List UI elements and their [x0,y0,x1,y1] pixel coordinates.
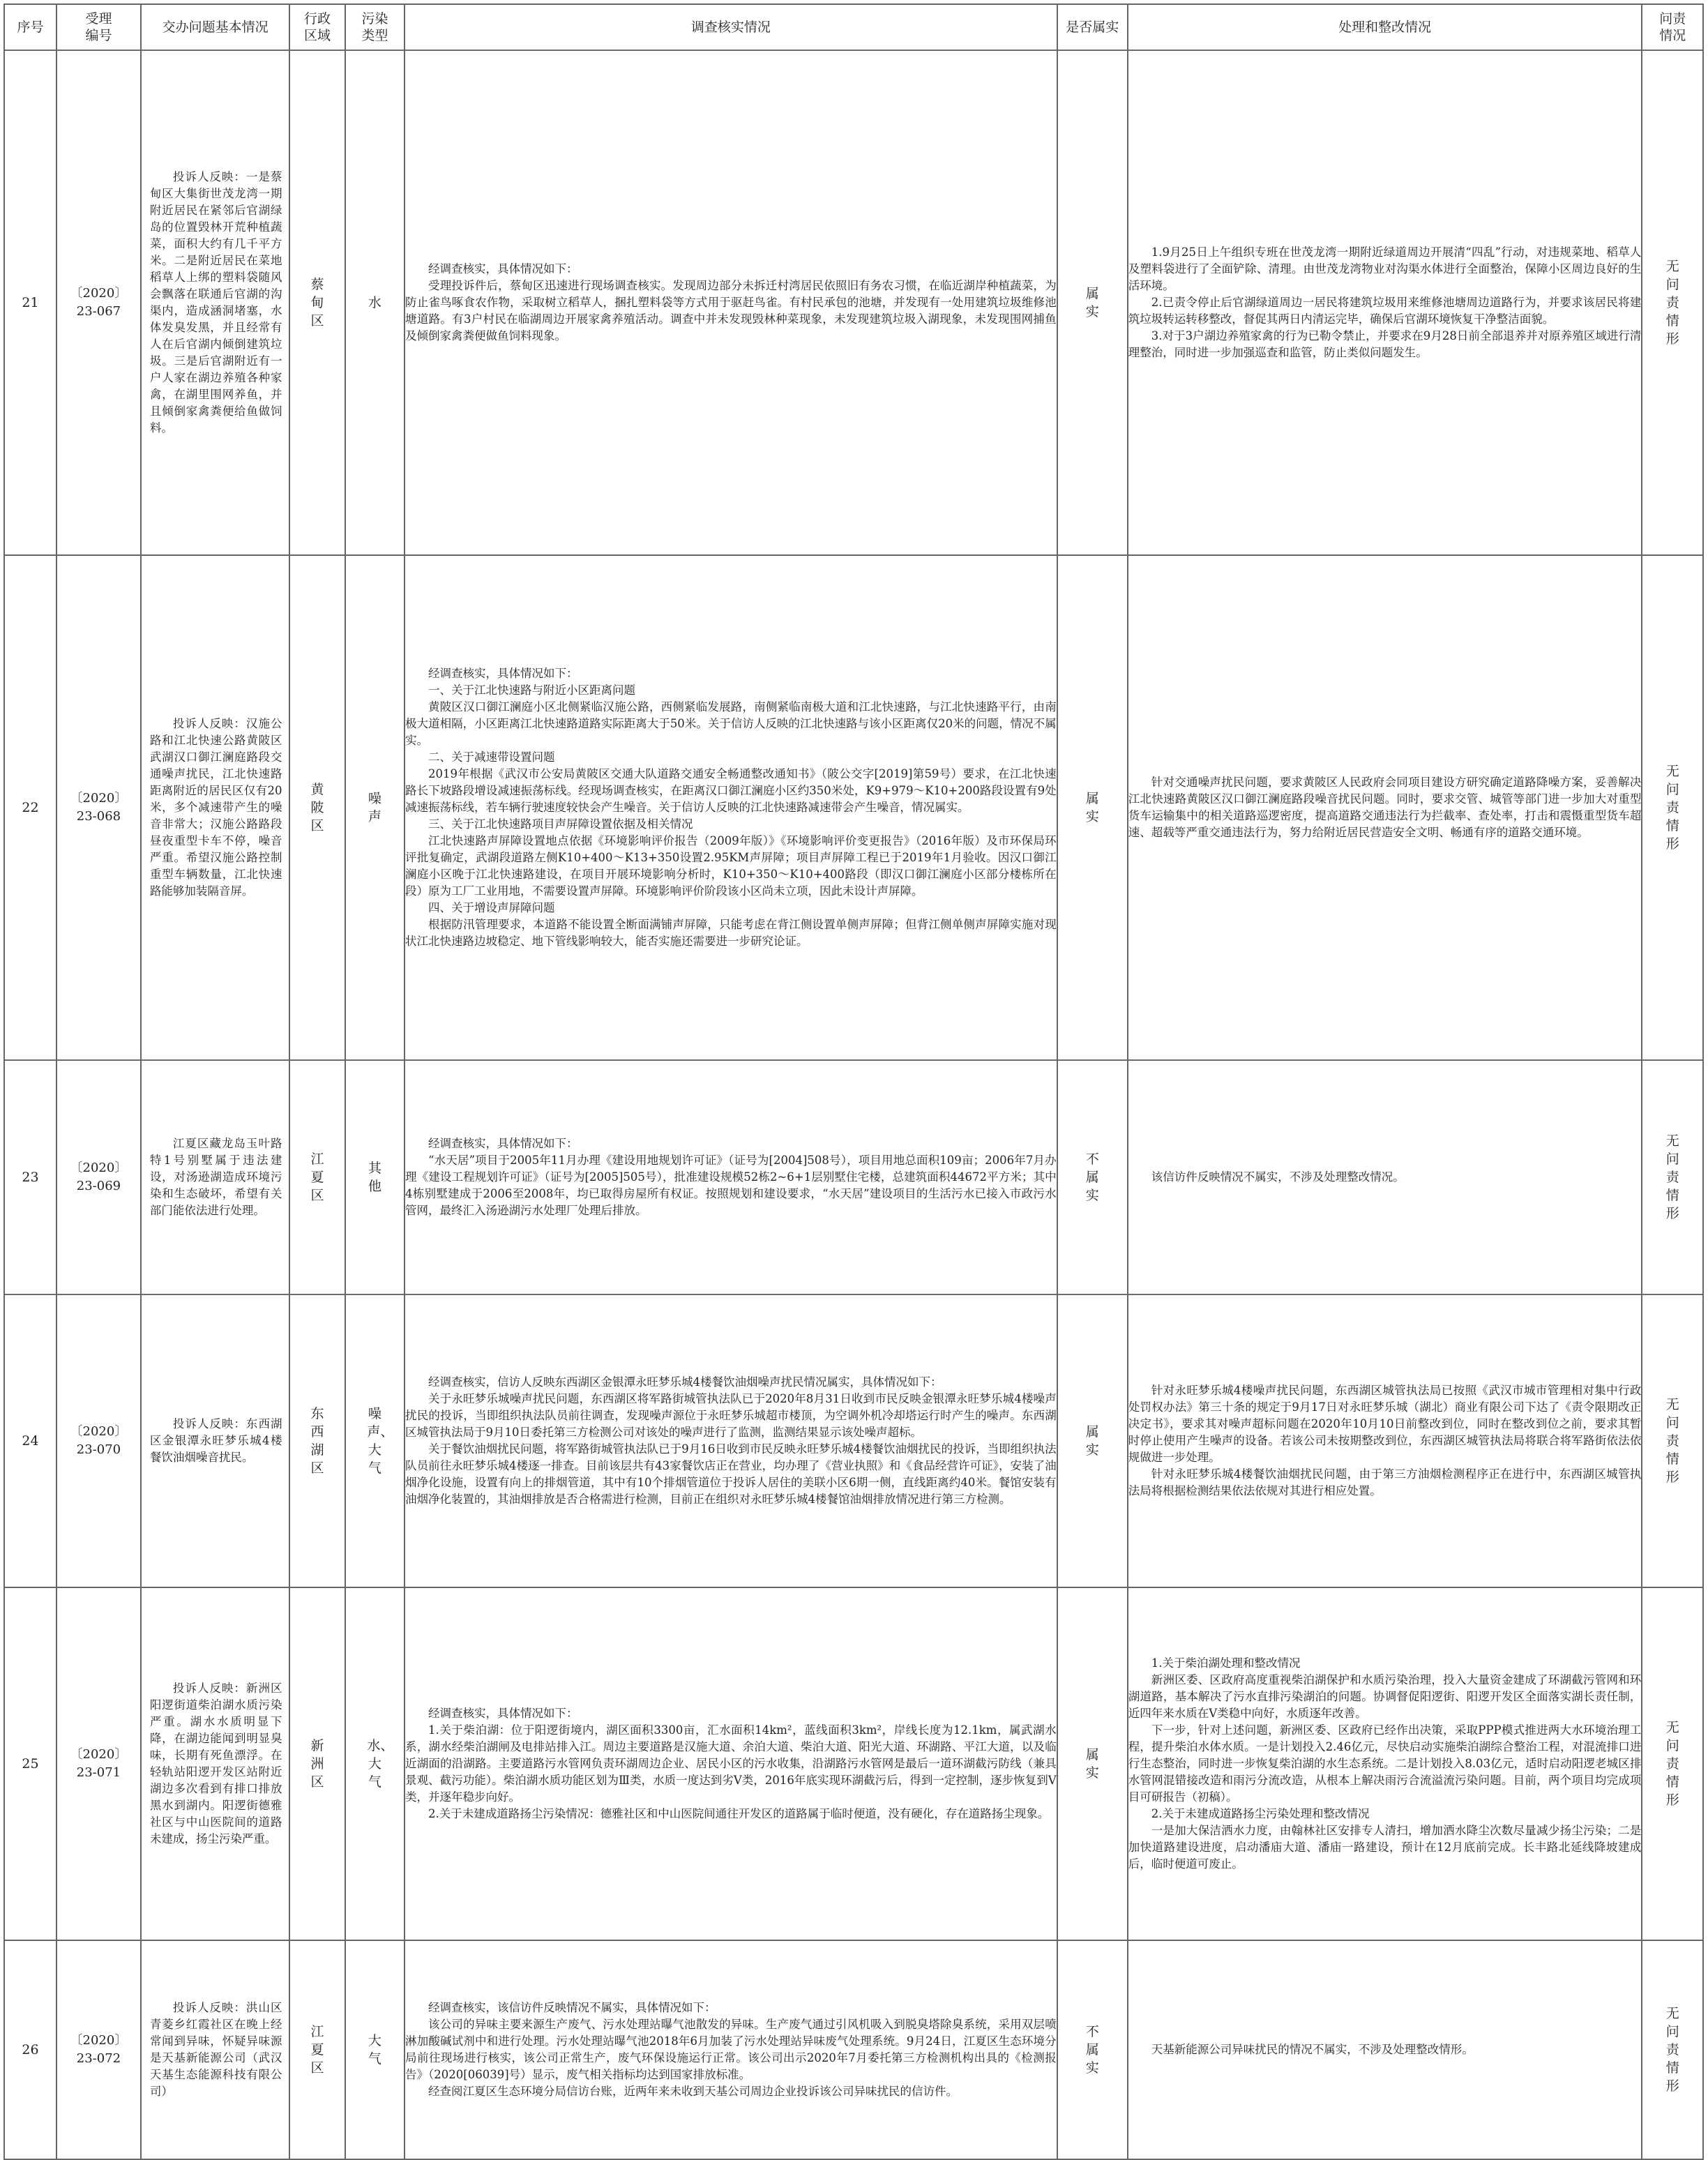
paragraph: 1.9月25日上午组织专班在世茂龙湾一期附近绿道周边开展清“四乱”行动，对违规菜地、稻草人及塑料袋进行了全面铲除、清理。由世茂龙湾物业对沟渠水体进行全面整治，保障小区周边良好的生活环境。 [1128,246,1642,292]
investigation-cell [405,1294,1057,1587]
problem-cell [141,1294,290,1587]
district-cell [289,555,345,1060]
investigation-cell [405,1060,1057,1294]
paragraph: 经调查核实，具体情况如下： [428,262,578,275]
seq-cell: 23 [4,1060,56,1294]
handling-cell [1128,1060,1642,1294]
paragraph: 针对交通噪声扰民问题，要求黄陂区人民政府会同项目建设方研究确定道路降噪方案，妥善解决江北快速路黄陂区汉口御江澜庭路段噪音扰民问题。同时，要求交管、城管等部门进一步加大对重型货车运输集中的相关道路巡逻密度，提高道路交通违法行为拦截率、查处率，打击和震慑重型货车超速、超载等严重交通违法行为，努力给附近居民营造安全文明、畅通有序的道路交通环境。 [1128,776,1642,839]
vertical-text: 无问责情形 [1665,1133,1679,1221]
paragraph: 天基新能源公司异味扰民的情况不属实，不涉及处理整改情形。 [1151,2043,1474,2056]
vertical-text: 水、大气 [367,1737,394,1790]
header-verified: 是否属实 [1057,4,1128,50]
vertical-text: 大气 [368,2032,381,2067]
seq-cell: 26 [4,1940,56,2159]
vertical-text: 属实 [1085,285,1099,319]
paragraph: 经调查核实，信访人反映东西湖区金银潭永旺梦乐城4楼餐饮油烟噪声扰民情况属实，具体情况如下： [428,1375,942,1389]
vertical-text: 无问责情形 [1665,258,1679,347]
verified-cell [1057,555,1128,1060]
paragraph: 关于餐饮油烟扰民问题，将军路街城管执法队已于9月16日收到市民反映永旺梦乐城4楼餐饮油烟扰民的投诉，当即组织执法队员前往永旺梦乐城4楼逐一排查。目前该层共有43家餐饮店正在营业，均办理了《营业执照》和《食品经营许可证》，安装了油烟净化设施，设置有向上的排烟管道，其中有10个排烟管道位于投诉人居住的美联小区6期一侧，直线距离约40米。餐馆安装有油烟净化装置的，其油烟排放是否合格需进行检测，目前正在组织对永旺梦乐城4楼餐馆油烟排放情况进行第三方检测。 [405,1442,1057,1506]
paragraph: 关于永旺梦乐城噪声扰民问题，东西湖区将军路街城管执法队已于2020年8月31日收到市民反映金银潭永旺梦乐城4楼噪声扰民的投诉，当即组织执法队员前往调查，发现噪声源位于永旺梦乐城超市楼顶，为空调外机冷却塔运行时产生的噪声。东西湖区城管执法局于9月10日委托第三方检测公司对该处的噪声进行了监测，监测结果显示该处噪声超标。 [405,1392,1057,1439]
paragraph: 1.关于柴泊湖：位于阳逻街境内，湖区面积3300亩，汇水面积14km²，蓝线面积3km²，岸线长度为12.1km，属武湖水系，湖水经柴泊湖闸及电排站排入江。周边主要道路是汉施大道、余泊大道、柴泊大道、阳光大道、环湖路、平江大道，以及临近湖面的沿湖路。主要道路污水管网负责环湖周边企业、居民小区的污水收集，沿湖路污水管网是最后一道环湖截污防线（兼具景观、截污功能）。柴泊湖水质功能区划为Ⅲ类，水质一度达到劣Ⅴ类，2016年底实现环湖截污后，得到一定控制，逐步恢复到Ⅴ类，并逐年稳步向好。 [405,1723,1057,1804]
seq-cell: 21 [4,50,56,555]
investigation-cell [405,1940,1057,2159]
acc-no-cell: 〔2020〕 23-071 [56,1587,141,1940]
seq-cell: 22 [4,555,56,1060]
vertical-text: 其他 [368,1160,381,1194]
header-accountability: 问责 情况 [1642,4,1703,50]
accountability-cell [1642,1587,1703,1940]
paragraph: 2019年根据《武汉市公安局黄陂区交通大队道路交通安全畅通整改通知书》（陂公交字[2019]第59号）要求，在江北快速路长下坡路段增设减速振荡标线。经现场调查核实，在距离汉口御江澜庭小区约350米处，K9+979～K10+200路段设置有9处减速振荡标线，若车辆行驶速度较快会产生噪音。关于信访人反映的江北快速路减速带会产生噪音，情况属实。 [405,767,1057,814]
vertical-text: 水 [368,294,381,310]
paragraph: 2.已责令停止后官湖绿道周边一居民将建筑垃圾用来维修池塘周边道路行为，并要求该居民将建筑垃圾转运转移整改，督促其两日内清运完毕，确保后官湖环境恢复干净整洁面貌。 [1128,296,1642,326]
acc-no-cell: 〔2020〕 23-067 [56,50,141,555]
paragraph: 投诉人反映：汉施公路和江北快速公路黄陂区武湖汉口御江澜庭路段交通噪声扰民，江北快速路距离附近的居民区仅有20米，多个减速带产生的噪音非常大；汉施公路路段昼夜重型卡车不停，噪音严重。希望汉施公路控制重型车辆数量，江北快速路能够加装隔音屏。 [149,717,282,898]
header-problem: 交办问题基本情况 [141,4,290,50]
vertical-text: 无问责情形 [1665,1719,1679,1808]
accountability-cell [1642,1940,1703,2159]
paragraph: 投诉人反映：洪山区青菱乡红霞社区在晚上经常闻到异味，怀疑异味源是天基新能源公司（武汉天基生态能源科技有限公司） [149,2001,282,2098]
table-body [4,50,1703,2159]
acc-no-cell: 〔2020〕 23-068 [56,555,141,1060]
pollution-cell [345,1060,405,1294]
paragraph: 1.关于柴泊湖处理和整改情况 [1151,1656,1301,1670]
document-page [3,3,1704,2111]
paragraph: 投诉人反映：一是蔡甸区大集街世茂龙湾一期附近居民在紧邻后官湖绿岛的位置毁林开荒种植蔬菜，面积大约有几千平方米。二是附近居民在菜地稻草人上绑的塑料袋随风会飘落在联通后官湖的沟渠内，造成涵洞堵塞，水体发臭发黑，并且经常有人在后官湖内倾倒建筑垃圾。三是后官湖附近有一户人家在湖边养殖各种家禽，在湖里围网养鱼，并且倾倒家禽粪便给鱼做饲料。 [149,170,282,435]
seq-cell: 24 [4,1294,56,1587]
handling-cell [1128,1587,1642,1940]
paragraph: 投诉人反映：新洲区阳逻街道柴泊湖水质污染严重。湖水水质明显下降，在湖边能闻到明显臭味，长期有死鱼漂浮。在轻轨站阳逻开发区站附近湖边多次看到有排口排放黑水到湖内。阳逻街德雅社区与中山医院间的道路未建成，扬尘污染严重。 [149,1682,282,1845]
paragraph: 经调查核实，具体情况如下： [428,1137,578,1150]
problem-cell [141,50,290,555]
verified-cell [1057,50,1128,555]
vertical-text: 属实 [1085,790,1099,824]
paragraph: “水天居”项目于2005年11月办理《建设用地规划许可证》（证号为[2004]508号），项目用地总面积109亩；2006年7月办理《建设工程规划许可证》（证号为[2005]505号），批准建设规模52栋2~6+1层别墅住宅楼，总建筑面积44672平方米；其中4栋别墅建成于2006至2008年，均已取得房屋所有权证。按照规划和建设要求，“水天居”建设项目的生活污水已接入市政污水管网，最终汇入汤逊湖污水处理厂处理后排放。 [405,1154,1057,1217]
complaint-table [3,3,1704,2160]
paragraph: 投诉人反映：东西湖区金银潭永旺梦乐城4楼餐饮油烟噪音扰民。 [149,1417,282,1464]
table-row [4,555,1703,1060]
problem-cell [141,1940,290,2159]
header-district: 行政 区域 [289,4,345,50]
paragraph: 针对永旺梦乐城4楼噪声扰民问题，东西湖区城管执法局已按照《武汉市城市管理相对集中行政处罚权办法》第三十条的规定于9月17日对永旺梦乐城（湖北）商业有限公司下达了《责令限期改正决定书》，要求其对噪声超标问题在2020年10月10日前整改到位，同时在整改到位之前，要求其暂时停止使用产生噪声的设备。若该公司未按期整改到位，东西湖区城管执法局将联合将军路街依法依规做进一步处理。 [1128,1384,1642,1464]
district-cell [289,1587,345,1940]
paragraph: 一是加大保洁洒水力度，由翰林社区安排专人清扫，增加洒水降尘次数尽量减少扬尘污染；二是加快道路建设进度，启动潘庙大道、潘庙一路建设，预计在12月底前完成。长丰路北延线降坡建成后，临时便道可废止。 [1128,1824,1642,1871]
pollution-cell [345,1940,405,2159]
vertical-text: 不属实 [1085,2023,1099,2076]
paragraph: 针对永旺梦乐城4楼餐饮油烟扰民问题，由于第三方油烟检测程序正在进行中，东西湖区城管执法局将根据检测结果依法依规对其进行相应处置。 [1128,1467,1642,1497]
district-cell [289,50,345,555]
header-investigation: 调查核实情况 [405,4,1057,50]
accountability-cell [1642,1060,1703,1294]
table-row [4,1060,1703,1294]
district-cell [289,1060,345,1294]
paragraph: 受理投诉件后，蔡甸区迅速进行现场调查核实。发现周边部分未拆迁村湾居民依照旧有务农习惯，在临近湖岸种植蔬菜，为防止雀鸟啄食农作物，采取树立稻草人，捆扎塑料袋等方式用于驱赶鸟雀。有村民承包的池塘，并发现有一处用建筑垃圾维修池塘道路。有3户村民在临湖周边开展家禽养殖活动。调查中并未发现毁林种菜现象，未发现建筑垃圾入湖现象，未发现围网捕鱼及倾倒家禽粪便做鱼饲料现象。 [405,279,1057,342]
vertical-text: 无问责情形 [1665,1396,1679,1485]
vertical-text: 蔡甸区 [310,276,324,328]
paragraph: 四、关于增设声屏障问题 [428,901,555,914]
header-pollution: 污染 类型 [345,4,405,50]
district-cell [289,1294,345,1587]
verified-cell [1057,1060,1128,1294]
investigation-cell [405,50,1057,555]
accountability-cell [1642,555,1703,1060]
paragraph: 2.关于未建成道路扬尘污染情况：德雅社区和中山医院间通往开发区的道路属于临时便道，没有硬化，存在道路扬尘现象。 [428,1807,1050,1820]
paragraph: 下一步，针对上述问题，新洲区委、区政府已经作出决策，采取PPP模式推进两大水环境治理工程，提升柴泊水体水质。一是计划投入2.46亿元，尽快启动实施柴泊湖综合整治工程，对混流排口进行生态整治，同时进一步恢复柴泊湖的水生态系统。二是计划投入8.03亿元，适时启动阳逻老城区排水管网混错接改造和雨污分流改造，从根本上解决雨污合流溢流污染问题。目前，两个项目均完成项目可研报告（初稿）。 [1128,1723,1642,1804]
paragraph: 2.关于未建成道路扬尘污染处理和整改情况 [1151,1807,1370,1820]
header-row [4,4,1703,50]
vertical-text: 新洲区 [310,1737,324,1790]
header-acc-no: 受理 编号 [56,4,141,50]
vertical-text: 江夏区 [310,2023,324,2076]
paragraph: 黄陂区汉口御江澜庭小区北侧紧临汉施公路，西侧紧临发展路，南侧紧临南极大道和江北快速路，与江北快速路平行，由南极大道相隔，小区距离江北快速路道路实际距离大于50米。关于信访人反映的江北快速路与该小区距离仅20米的问题，情况不属实。 [405,700,1057,747]
vertical-text: 噪声、大气 [367,1405,394,1476]
pollution-cell [345,50,405,555]
table-row [4,1940,1703,2159]
handling-cell [1128,555,1642,1060]
paragraph: 根据防汛管理要求，本道路不能设置全断面满铺声屏障，只能考虑在背江侧设置单侧声屏障；但背江侧单侧声屏障实施对现状江北快速路边坡稳定、地下管线影响较大，能否实施还需要进一步研究论证。 [405,918,1057,948]
paragraph: 该信访件反映情况不属实，不涉及处理整改情况。 [1151,1170,1405,1184]
vertical-text: 黄陂区 [310,781,324,833]
accountability-cell [1642,50,1703,555]
pollution-cell [345,1294,405,1587]
paragraph: 该公司的异味主要来源生产废气、污水处理站曝气池散发的异味。生产废气通过引风机吸入到脱臭塔除臭系统，采用双层喷淋加酸碱试剂中和进行处理。污水处理站曝气池2018年6月加装了污水处理站异味废气处理系统。9月24日，江夏区生态环境分局前往现场进行核实，该公司正常生产，废气环保设施运行正常。该公司出示2020年7月委托第三方检测机构出具的《检测报告》（2020[06039]号）显示，废气相关指标均达到国家排放标准。 [405,2018,1057,2081]
district-cell [289,1940,345,2159]
problem-cell [141,555,290,1060]
table-row [4,50,1703,555]
header-handling: 处理和整改情况 [1128,4,1642,50]
table-row [4,1294,1703,1587]
paragraph: 江夏区藏龙岛玉叶路特1号别墅属于违法建设，对汤逊湖造成环境污染和生态破坏，希望有关部门能依法进行处理。 [149,1137,282,1217]
handling-cell [1128,50,1642,555]
paragraph: 一、关于江北快速路与附近小区距离问题 [428,684,636,697]
paragraph: 二、关于减速带设置问题 [428,750,555,764]
investigation-cell [405,1587,1057,1940]
problem-cell [141,1060,290,1294]
verified-cell [1057,1587,1128,1940]
vertical-text: 属实 [1085,1423,1099,1458]
pollution-cell [345,555,405,1060]
paragraph: 经调查核实，具体情况如下： [428,667,578,680]
paragraph: 经查阅江夏区生态环境分局信访台账，近两年来未收到天基公司周边企业投诉该公司异味扰民的信访件。 [428,2085,958,2098]
paragraph: 经调查核实，具体情况如下： [428,1707,578,1720]
handling-cell [1128,1294,1642,1587]
investigation-cell [405,555,1057,1060]
pollution-cell [345,1587,405,1940]
vertical-text: 江夏区 [310,1151,324,1203]
vertical-text: 属实 [1085,1746,1099,1781]
paragraph: 新洲区委、区政府高度重视柴泊湖保护和水质污染治理，投入大量资金建成了环湖截污管网和环湖道路，基本解决了污水直排污染湖泊的问题。协调督促阳逻街、阳逻开发区全面落实湖长责任制，近四年来水质在Ⅴ类稳中向好，水质逐年改善。 [1128,1673,1642,1720]
vertical-text: 无问责情形 [1665,2005,1679,2094]
vertical-text: 东西湖区 [310,1405,324,1476]
acc-no-cell: 〔2020〕 23-070 [56,1294,141,1587]
acc-no-cell: 〔2020〕 23-069 [56,1060,141,1294]
verified-cell [1057,1294,1128,1587]
handling-cell [1128,1940,1642,2159]
vertical-text: 无问责情形 [1665,763,1679,852]
problem-cell [141,1587,290,1940]
header-seq: 序号 [4,4,56,50]
seq-cell: 25 [4,1587,56,1940]
paragraph: 江北快速路声屏障设置地点依据《环境影响评价报告（2009年版）》《环境影响评价变更报告》（2016年版）及市环保局环评批复确定，武湖段道路左侧K10+400～K13+350设置2.95KM声屏障；项目声屏障工程已于2019年1月验收。因汉口御江澜庭小区晚于江北快速路建设，在项目开展环境影响分析时，K10+350～K10+400路段（即汉口御江澜庭小区部分楼栋所在段）原为工厂工业用地，不需要设置声屏障。环境影响评价阶段该小区尚未立项，因此未设计声屏障。 [405,834,1057,898]
table-row [4,1587,1703,1940]
paragraph: 三、关于江北快速路项目声屏障设置依据及相关情况 [428,817,693,831]
verified-cell [1057,1940,1128,2159]
accountability-cell [1642,1294,1703,1587]
vertical-text: 不属实 [1085,1151,1099,1203]
paragraph: 3.对于3户湖边养殖家禽的行为已勒令禁止，并要求在9月28日前全部退养并对原养殖区域进行清理整治，同时进一步加强巡查和监管，防止类似问题发生。 [1128,329,1642,359]
acc-no-cell: 〔2020〕 23-072 [56,1940,141,2159]
vertical-text: 噪声 [368,790,381,824]
paragraph: 经调查核实，该信访件反映情况不属实，具体情况如下： [428,2001,716,2014]
